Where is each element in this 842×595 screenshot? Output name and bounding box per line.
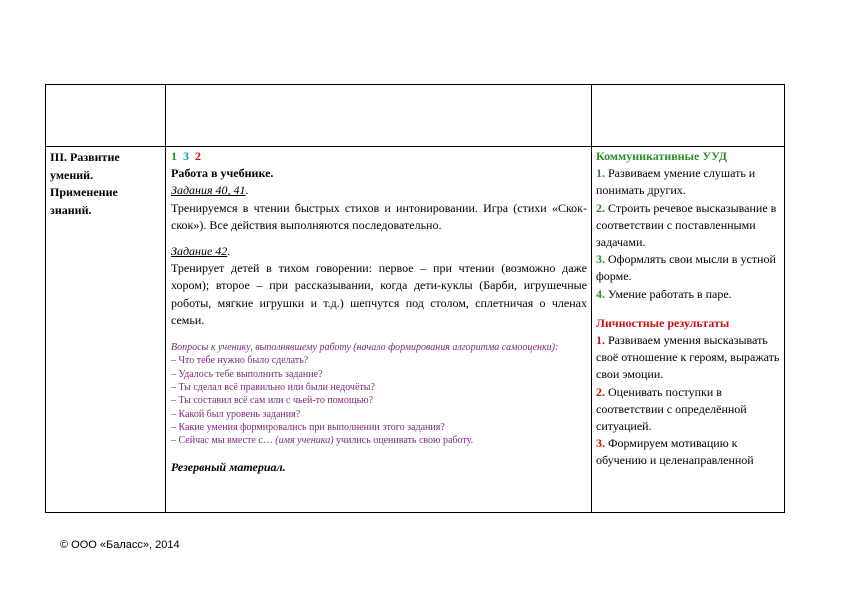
column-divider-1 xyxy=(165,85,166,512)
communicative-item: 1. Развиваем умение слушать и понимать других. xyxy=(596,166,756,198)
stage-line: Применение xyxy=(50,185,118,199)
question-item: – Какие умения формировались при выполнении этого задания? xyxy=(171,421,445,433)
question-item: – Что тебе нужно было сделать? xyxy=(171,355,309,367)
lesson-table xyxy=(45,84,785,513)
level-numbers xyxy=(171,148,587,165)
personal-item: 3. Формируем мотивацию к обучению и целенаправленной xyxy=(596,436,754,468)
copyright-footer: © ООО «Баласс», 2014 xyxy=(60,539,180,551)
questions-intro: Вопросы к ученику, выполнявшему работу (начало формирования алгоритма самооценки): xyxy=(171,342,559,354)
lesson-cell: 1 3 2 Работа в учебнике. Задания 40, 41. Тренируемся в чтении быстрых стихов и интонировании. Игра (стихи «Скок-скок»). Все действия выполняются последовательно. Задание 42. Тренирует детей в тихом говорении: первое – при чтении (возможно даже хором); второе – при рассказывании, когда дети-куклы (Барби, игрушечные роботы, мягкие игрушки и т.д.) шепчутся под столом, сплетничая о членах семьи. Вопросы к ученику, выполнявшему работу (начало формирования алгоритма самооценки): – Что тебе нужно было сделать? – Удалось тебе выполнить задание? – Ты сделал всё правильно или были недочёты? – Ты составил всё сам или с чьей-то помощью? – Какой был уровень задания? – Какие умения формировались при выполнении этого задания? – Сейчас мы вместе с… (имя ученика) учились оценивать свою работу. Резервный материал. xyxy=(171,148,587,477)
communicative-title: Коммуникативные УУД xyxy=(596,149,728,163)
question-item: – Ты составил всё сам или с чьей-то помощью? xyxy=(171,395,374,407)
personal-title: Личностные результаты xyxy=(596,315,730,330)
task2-text: Тренирует детей в тихом говорении: первое – при чтении (возможно даже хором); второе – при рассказывании, когда дети-куклы (Барби, игрушечные роботы, мягкие игрушки и т.д.) шепчутся под столом, сплетничая о членах семьи. xyxy=(171,261,587,327)
stage-line: III. Развитие xyxy=(50,150,120,164)
level-number-2: 2 xyxy=(195,149,201,163)
personal-item: 2. Оценивать поступки в соответствии с определённой ситуацией. xyxy=(596,384,747,434)
stage-cell xyxy=(50,149,162,219)
communicative-item: 2. Строить речевое высказывание в соответствии с поставленными задачами. xyxy=(596,200,777,250)
personal-item: 1. Развиваем умения высказывать своё отношение к героям, выражать свои эмоции. xyxy=(596,333,780,382)
question-item: – Ты сделал всё правильно или были недочёты? xyxy=(171,381,375,393)
stage-line: умений. xyxy=(50,167,94,182)
uud-cell xyxy=(596,148,784,470)
question-item-last: – Сейчас мы вместе с… (имя ученика) учились оценивать свою работу. xyxy=(171,435,474,447)
row-divider xyxy=(46,146,784,147)
communicative-item: 3. Оформлять свои мысли в устной форме. xyxy=(596,252,776,284)
level-number-1: 1 xyxy=(171,149,177,163)
task1-title: Задания 40, 41 xyxy=(171,183,246,198)
level-number-3: 3 xyxy=(183,149,189,163)
task1-text: Тренируемся в чтении быстрых стихов и интонировании. Игра (стихи «Скок-скок»). Все действия выполняются последовательно. xyxy=(171,200,587,232)
reserve-material: Резервный материал. xyxy=(171,460,286,475)
question-item: – Какой был уровень задания? xyxy=(171,408,301,420)
question-item: – Удалось тебе выполнить задание? xyxy=(171,368,323,380)
stage-line: знаний. xyxy=(50,202,92,217)
communicative-item: 4. Умение работать в паре. xyxy=(596,286,732,301)
task2-title: Задание 42 xyxy=(171,244,228,259)
lesson-heading: Работа в учебнике. xyxy=(171,166,274,181)
column-divider-2 xyxy=(591,85,592,512)
questions-block xyxy=(171,341,587,447)
